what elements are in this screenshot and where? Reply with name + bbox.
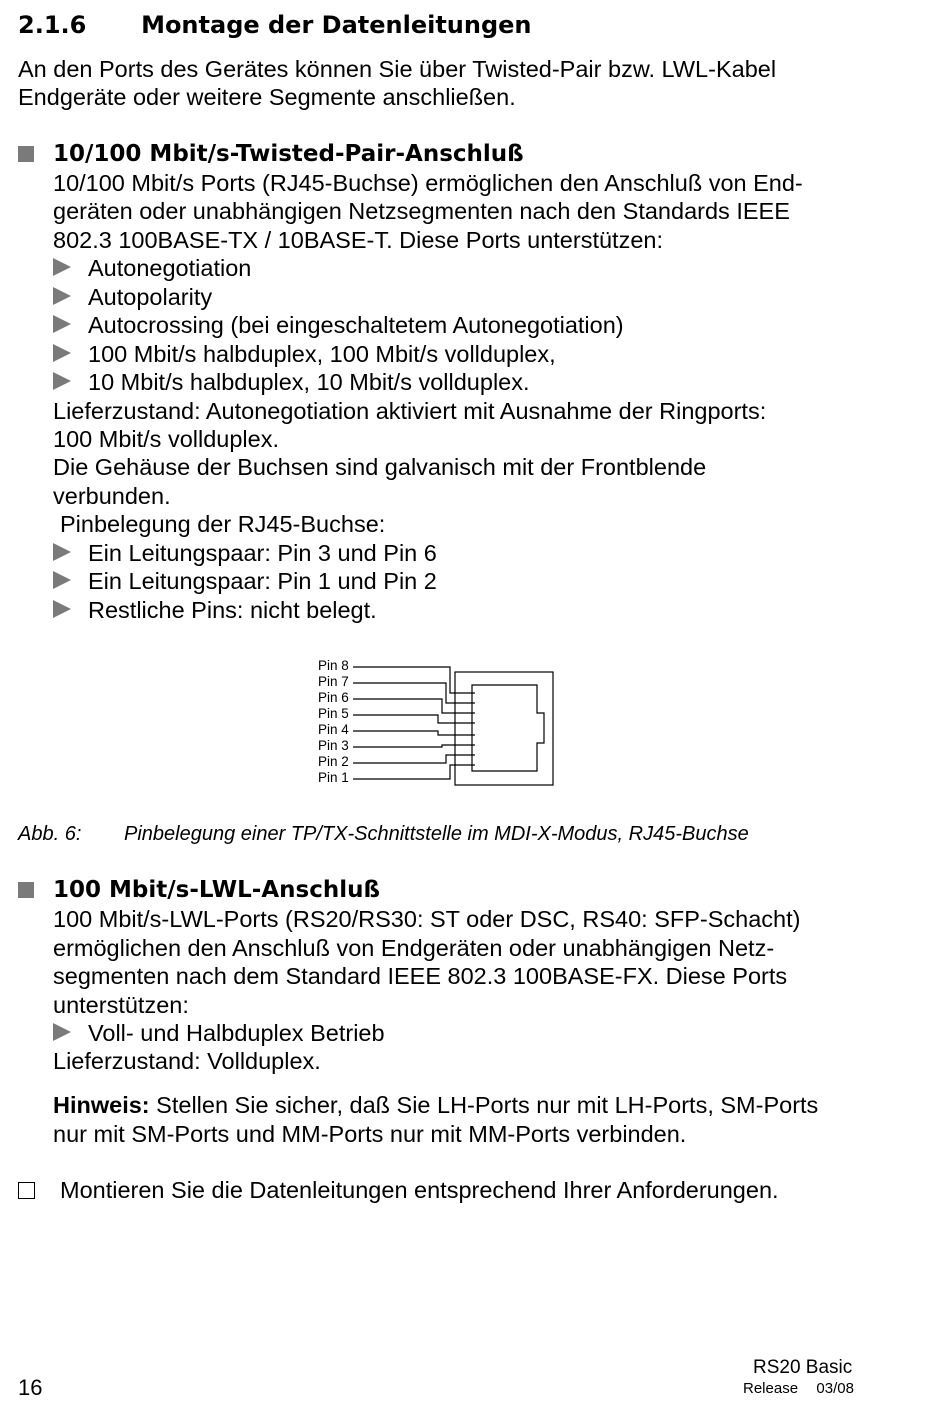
tp-intro-line-1: 10/100 Mbit/s Ports (RJ45-Buchse) ermöglichen den Anschluß von End-	[53, 170, 803, 196]
tp-housing-line-2: verbunden.	[53, 483, 171, 509]
tp-feature: Autocrossing (bei eingeschaltetem Autonegotiation)	[88, 312, 624, 338]
pin-label: Pin 3	[318, 738, 349, 753]
bullet-triangle-icon	[53, 543, 71, 561]
footer-product: RS20 Basic	[753, 1357, 853, 1378]
pin-label: Pin 4	[318, 722, 349, 737]
bullet-square-icon	[18, 146, 34, 162]
figure-caption-label: Abb. 6:	[18, 823, 82, 845]
pin-label: Pin 2	[318, 754, 349, 769]
footer-release-label: Release	[743, 1380, 799, 1397]
tp-feature: Autopolarity	[88, 284, 213, 310]
tp-delivery-line-2: 100 Mbit/s vollduplex.	[53, 426, 279, 452]
pin-label: Pin 7	[318, 674, 349, 689]
socket-outline	[455, 672, 553, 785]
fo-intro-line-2: ermöglichen den Anschluß von Endgeräten oder unabhängigen Netz-	[53, 935, 775, 961]
tp-pin-item: Restliche Pins: nicht belegt.	[88, 597, 377, 623]
footer-release	[743, 1380, 854, 1397]
bullet-triangle-icon	[53, 258, 71, 276]
tp-intro-line-2: geräten oder unabhängigen Netzsegmenten nach den Standards IEEE	[53, 198, 790, 224]
intro-line-1: An den Ports des Gerätes können Sie über Twisted-Pair bzw. LWL-Kabel	[18, 56, 777, 82]
section-title: Montage der Datenleitungen	[141, 11, 532, 39]
intro-line-2: Endgeräte oder weitere Segmente anschließen.	[18, 84, 516, 110]
tp-pin-item: Ein Leitungspaar: Pin 1 und Pin 2	[88, 568, 437, 594]
section-number: 2.1.6	[18, 11, 87, 39]
tp-pin-heading: Pinbelegung der RJ45-Buchse:	[60, 511, 386, 537]
instruction-text: Montieren Sie die Datenleitungen entsprechend Ihrer Anforderungen.	[60, 1177, 779, 1203]
bullet-triangle-icon	[53, 315, 71, 333]
pin-label: Pin 6	[318, 690, 349, 705]
pin-label: Pin 5	[318, 706, 349, 721]
tp-feature: 100 Mbit/s halbduplex, 100 Mbit/s vollduplex,	[88, 341, 556, 367]
bullet-triangle-icon	[53, 1023, 71, 1041]
section-heading	[18, 11, 532, 39]
socket-inner-contour	[472, 685, 544, 771]
pin-label: Pin 1	[318, 770, 349, 785]
bullet-triangle-icon	[53, 287, 71, 305]
tp-delivery-line-1: Lieferzustand: Autonegotiation aktiviert mit Ausnahme der Ringports:	[53, 398, 767, 424]
fo-intro-line-1: 100 Mbit/s-LWL-Ports (RS20/RS30: ST oder DSC, RS40: SFP-Schacht)	[53, 906, 801, 932]
note-text-line-2: nur mit SM-Ports und MM-Ports nur mit MM-Ports verbinden.	[53, 1121, 687, 1147]
bullet-triangle-icon	[53, 600, 71, 618]
fo-heading: 100 Mbit/s-LWL-Anschluß	[53, 877, 380, 903]
note	[53, 1092, 818, 1119]
note-label: Hinweis:	[53, 1092, 150, 1118]
bullet-square-icon	[18, 882, 34, 898]
fo-intro-line-4: unterstützen:	[53, 992, 189, 1018]
bullet-triangle-icon	[53, 372, 71, 390]
fo-delivery: Lieferzustand: Vollduplex.	[53, 1048, 321, 1074]
instruction-checkbox	[18, 1182, 35, 1199]
page-number: 16	[18, 1375, 43, 1400]
rj45-socket-drawing	[300, 655, 570, 795]
tp-housing-line-1: Die Gehäuse der Buchsen sind galvanisch mit der Frontblende	[53, 454, 707, 480]
tp-feature: 10 Mbit/s halbduplex, 10 Mbit/s vollduplex.	[88, 369, 530, 395]
note-text-line-1: Stellen Sie sicher, daß Sie LH-Ports nur mit LH-Ports, SM-Ports	[156, 1092, 819, 1118]
tp-pin-item: Ein Leitungspaar: Pin 3 und Pin 6	[88, 540, 437, 566]
pin-label: Pin 8	[318, 658, 349, 673]
rj45-diagram	[300, 655, 570, 795]
figure-caption-text: Pinbelegung einer TP/TX-Schnittstelle im MDI-X-Modus, RJ45-Buchse	[124, 823, 749, 845]
tp-intro-line-3: 802.3 100BASE-TX / 10BASE-T. Diese Ports unterstützen:	[53, 227, 664, 253]
footer-release-date: 03/08	[816, 1380, 854, 1397]
fo-intro-line-3: segmenten nach dem Standard IEEE 802.3 100BASE-FX. Diese Ports	[53, 963, 788, 989]
bullet-triangle-icon	[53, 344, 71, 362]
bullet-triangle-icon	[53, 571, 71, 589]
tp-feature: Autonegotiation	[88, 255, 252, 281]
tp-heading: 10/100 Mbit/s-Twisted-Pair-Anschluß	[53, 141, 524, 167]
fo-feature: Voll- und Halbduplex Betrieb	[88, 1020, 385, 1046]
